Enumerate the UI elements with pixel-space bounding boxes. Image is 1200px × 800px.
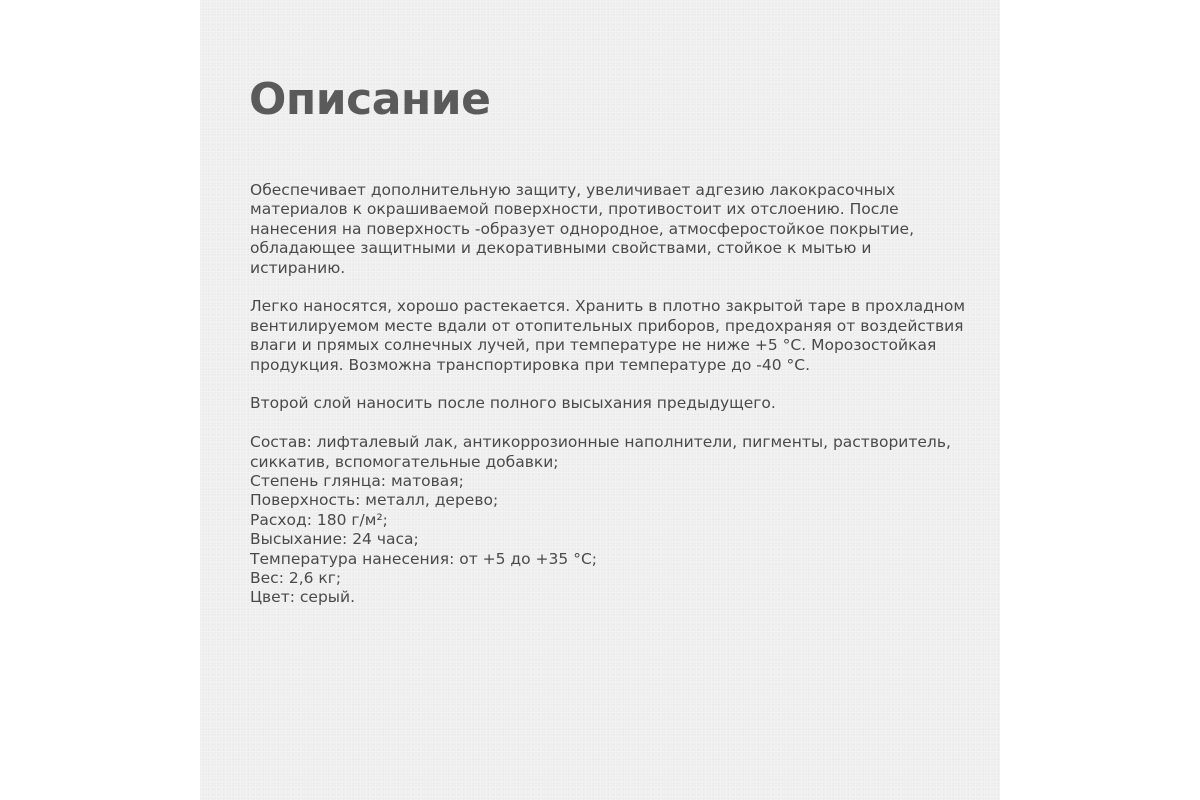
description-card bbox=[200, 0, 1000, 800]
spec-composition: Состав: лифталевый лак, антикоррозионные наполнители, пигменты, растворитель, сиккатив, вспомогательные добавки; bbox=[250, 433, 951, 471]
page-title: Описание bbox=[249, 74, 491, 125]
description-paragraph: Легко наносятся, хорошо растекается. Хранить в плотно закрытой таре в прохладном вентилируемом месте вдали от отопительных приборов, предохраняя от воздействия влаги и прямых солнечных лучей, при температуре не ниже +5 °С. Морозостойкая продукция. Возможна транспортировка при температуре до -40 °С. bbox=[250, 297, 966, 374]
spec-weight: Вес: 2,6 кг; bbox=[250, 569, 342, 588]
spec-color: Цвет: серый. bbox=[250, 588, 356, 607]
spec-consumption: Расход: 180 г/м²; bbox=[250, 510, 388, 529]
description-paragraph: Обеспечивает дополнительную защиту, увеличивает адгезию лакокрасочных материалов к окрашиваемой поверхности, противостоит их отслоению. После нанесения на поверхность -образует однородное, атмосферостойкое покрытие, обладающее защитными и декоративными свойствами, стойкое к мытью и истиранию. bbox=[250, 181, 915, 277]
description-paragraph: Второй слой наносить после полного высыхания предыдущего. bbox=[250, 394, 776, 413]
spec-gloss: Степень глянца: матовая; bbox=[250, 472, 464, 491]
specs-list bbox=[250, 433, 970, 608]
spec-application-temperature: Температура нанесения: от +5 до +35 °С; bbox=[250, 549, 597, 568]
spec-drying: Высыхание: 24 часа; bbox=[250, 530, 419, 549]
description-body bbox=[250, 181, 970, 608]
spec-surface: Поверхность: металл, дерево; bbox=[250, 491, 499, 510]
